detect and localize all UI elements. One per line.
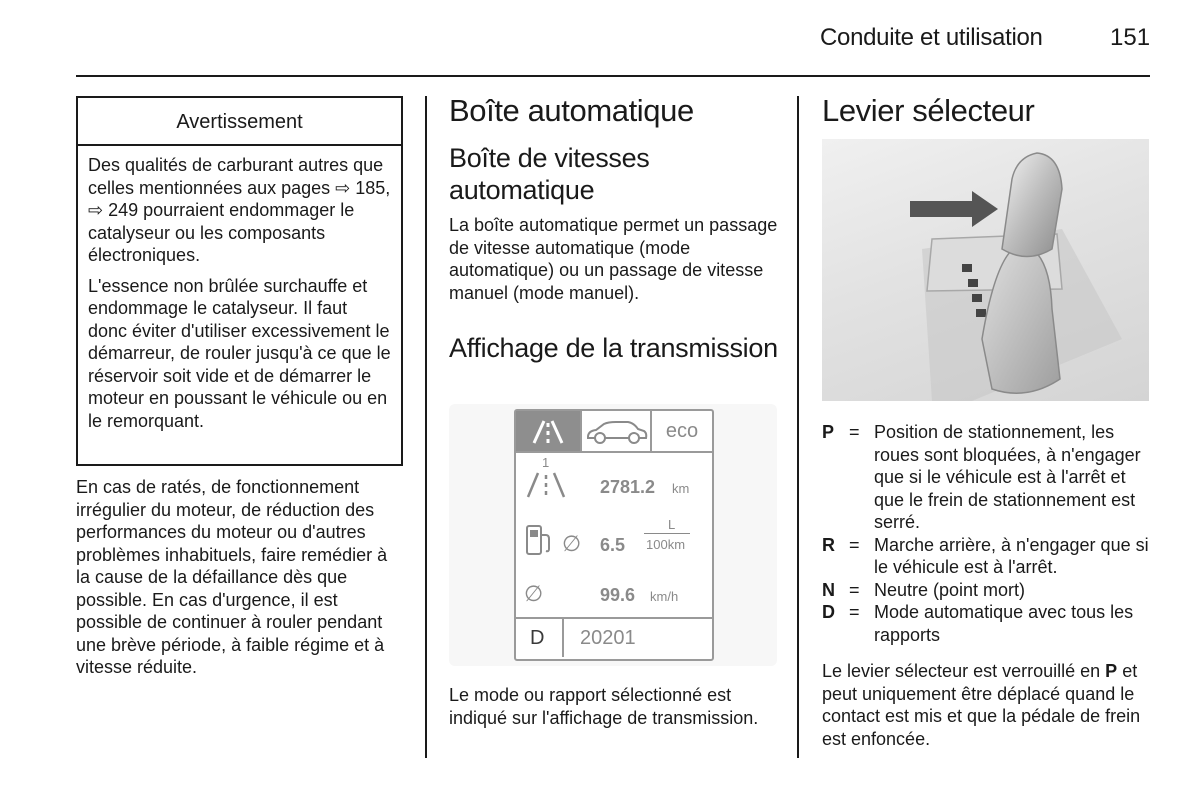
legend-key: P [822, 422, 835, 442]
legend-item-n [822, 579, 1152, 602]
column-divider-2 [797, 96, 799, 758]
legend-equals: = [849, 579, 860, 600]
legend-item-p [822, 421, 1152, 534]
legend-text: Position de stationnement, les roues sont bloquées, à n'engager que si le véhicule est à l'arrêt et que le frein de stationnement est serré. [874, 422, 1141, 532]
section-title: Conduite et utilisation [820, 24, 1043, 51]
gear-indicator: D [530, 627, 545, 649]
legend-equals: = [849, 602, 860, 622]
heading-affichage-transmission: Affichage de la transmission [449, 333, 778, 363]
legend-text: Marche arrière, à n'engager que si le véhicule est à l'arrêt. [874, 534, 1149, 577]
gear-positions-legend [822, 421, 1152, 750]
odometer-value: 20201 [580, 627, 636, 649]
average-speed-row [516, 573, 712, 613]
fuel-unit-denominator: 100km [646, 537, 686, 552]
selector-lock-paragraph [822, 660, 1152, 750]
middle-paragraph-2: Le mode ou rapport sélectionné est indiqué sur l'affichage de transmission. [449, 685, 759, 728]
heading-levier-selecteur: Levier sélecteur [822, 93, 1035, 128]
trip-distance-unit: km [672, 481, 690, 496]
gear-selector-photo [822, 139, 1149, 401]
gear-odometer-row [516, 619, 712, 659]
legend-item-r [822, 534, 1152, 579]
road-tab-icon [516, 411, 580, 451]
legend-key: D [822, 602, 835, 622]
warning-box [76, 96, 403, 466]
fraction-bar [644, 533, 690, 534]
trip-distance-row [516, 453, 712, 513]
transmission-display [514, 409, 714, 661]
display-tabs [516, 411, 712, 453]
legend-equals: = [849, 534, 860, 555]
selector-lock-position: P [1105, 661, 1118, 681]
header-rule [76, 75, 1150, 77]
left-paragraph: En cas de ratés, de fonctionnement irrégulier du moteur, de réduction des performances du moteur ou d'autres problèmes inhabituels, faire remédier à la cause de la défaillance dès que possible. En cas d'urgence, il est possible de continuer à rouler pendant une brève période, à faible régime et à vitesse réduite. [76, 477, 388, 677]
average-speed-unit: km/h [650, 589, 679, 604]
gear-divider [562, 619, 564, 657]
middle-column [449, 94, 781, 364]
trip-distance-value: 2781.2 [600, 477, 656, 497]
right-heading-block [822, 94, 1152, 128]
middle-paragraph-2-block [449, 684, 781, 729]
fuel-consumption-value: 6.5 [600, 535, 626, 555]
selector-lock-text-1: Le levier sélecteur est verrouillé en [822, 661, 1101, 681]
legend-key: N [822, 579, 835, 600]
warning-paragraph-2: L'essence non brûlée surchauffe et endommage le catalyseur. Il faut donc éviter d'utiliser excessivement le démarreur, de rouler jusqu'à ce que le réservoir soit vide et de démarrer le moteur en poussant le véhicule ou en le remorquant. [88, 275, 391, 431]
column-divider-1 [425, 96, 427, 758]
left-paragraph-block [76, 476, 406, 679]
heading-boite-vitesses: Boîte de vitesses automatique [449, 143, 650, 205]
legend-key: R [822, 534, 835, 555]
warning-title: Avertissement [78, 98, 401, 146]
fuel-pump-icon [524, 523, 554, 557]
warning-body [78, 146, 401, 432]
heading-boite-automatique: Boîte automatique [449, 93, 694, 128]
legend-text: Neutre (point mort) [874, 579, 1026, 600]
page-number: 151 [1110, 24, 1151, 51]
trip-index: 1 [542, 455, 550, 470]
fuel-unit-numerator: L [668, 517, 676, 532]
legend-equals: = [849, 422, 860, 442]
average-symbol-2: ∅ [524, 581, 544, 606]
middle-paragraph-1: La boîte automatique permet un passage de vitesse automatique (mode automatique) ou un passage de vitesse manuel (mode manuel). [449, 215, 778, 303]
car-tab-icon [582, 411, 652, 451]
average-symbol: ∅ [562, 531, 582, 556]
legend-item-d [822, 601, 1152, 646]
eco-tab: eco [665, 420, 699, 442]
transmission-display-figure [449, 404, 777, 666]
selector-lock-text-2: et peut uniquement être déplacé quand le contact est mis et que la pédale de frein est enfoncée. [822, 661, 1141, 749]
fuel-consumption-row [516, 515, 712, 571]
warning-paragraph-1: Des qualités de carburant autres que celles mentionnées aux pages ⇨ 185, ⇨ 249 pourraient endommager le catalyseur ou les composants électroniques. [88, 155, 391, 265]
average-speed-value: 99.6 [600, 585, 636, 605]
road-icon [524, 469, 568, 499]
legend-text: Mode automatique avec tous les rapports [874, 602, 1134, 645]
